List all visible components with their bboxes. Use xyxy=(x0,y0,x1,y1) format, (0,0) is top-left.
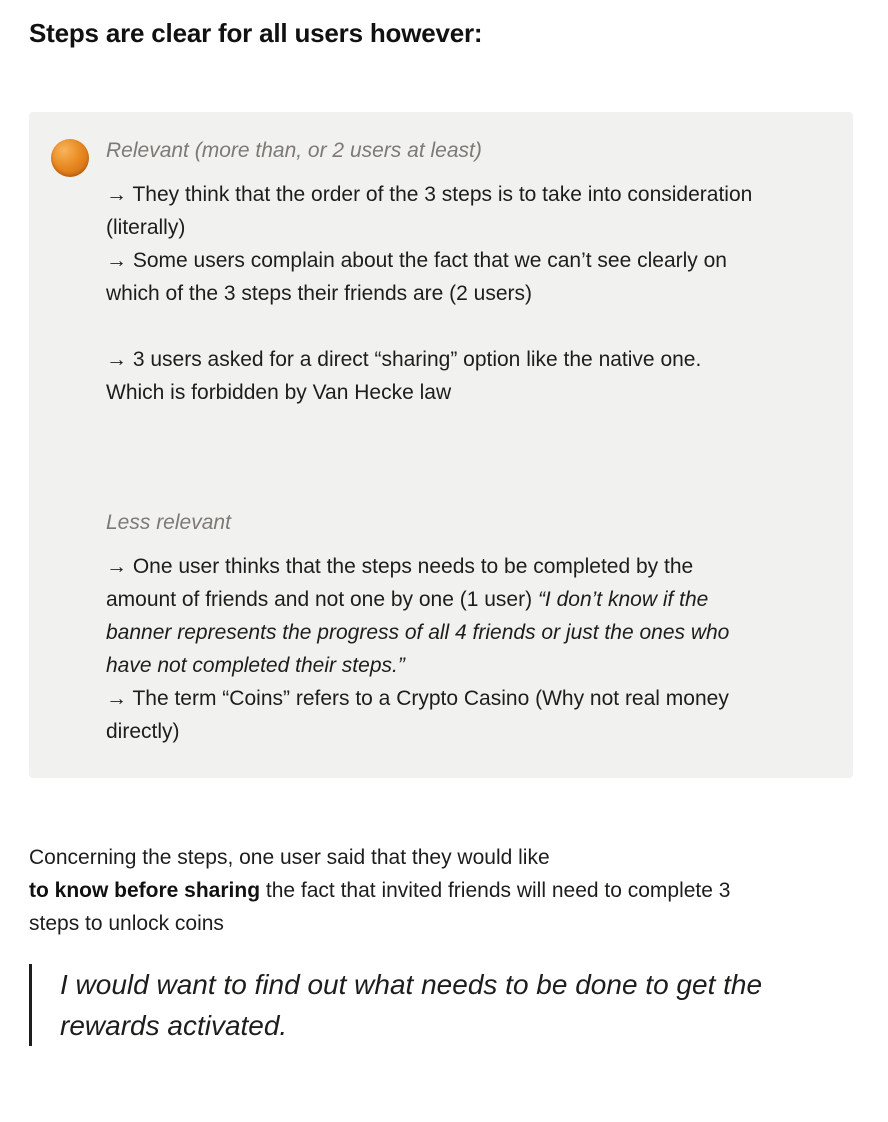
user-quote-block xyxy=(29,964,849,1046)
relevant-item-1-line-2: (literally) xyxy=(106,216,186,239)
relevant-item-2-line-2: which of the 3 steps their friends are (2 users) xyxy=(106,282,533,305)
relevant-item-1-line-1: → They think that the order of the 3 steps is to take into consideration xyxy=(106,183,753,206)
quote-line-2: rewards activated. xyxy=(60,1010,288,1041)
less-relevant-item-1-line-1: → One user thinks that the steps needs to be completed by the xyxy=(106,555,694,578)
quote-line-1: I would want to find out what needs to be done to get the xyxy=(60,969,763,1000)
paragraph-line-1: Concerning the steps, one user said that they would like xyxy=(29,846,550,869)
spacer xyxy=(106,310,836,343)
less-relevant-item-1-plain-text: amount of friends and not one by one (1 user) xyxy=(106,588,538,611)
relevant-item-3-line-1: → 3 users asked for a direct “sharing” option like the native one. xyxy=(106,348,702,371)
orange-circle-icon xyxy=(51,139,89,177)
less-relevant-item-2-line-2: directly) xyxy=(106,720,180,743)
user-quote-line-2: banner represents the progress of all 4 friends or just the ones who xyxy=(106,621,730,644)
section-heading: Steps are clear for all users however: xyxy=(29,18,483,48)
paragraph-line-2 xyxy=(29,874,829,907)
callout-box xyxy=(29,112,853,778)
relevant-title: Relevant (more than, or 2 users at least) xyxy=(106,139,482,162)
paragraph-bold-text: to know before sharing xyxy=(29,879,261,902)
paragraph-line-3: steps to unlock coins xyxy=(29,912,224,935)
callout-body xyxy=(106,136,836,748)
less-relevant-item-2-line-1: → The term “Coins” refers to a Crypto Casino (Why not real money xyxy=(106,687,729,710)
relevant-item-3-line-2: Which is forbidden by Van Hecke law xyxy=(106,381,452,404)
paragraph-line-2-rest: the fact that invited friends will need to complete 3 xyxy=(260,879,731,902)
spacer xyxy=(106,409,836,508)
relevant-item-2-line-1: → Some users complain about the fact that we can’t see clearly on xyxy=(106,249,727,272)
less-relevant-title: Less relevant xyxy=(106,511,231,534)
user-quote-start: “I don’t know if the xyxy=(537,588,709,611)
less-relevant-item-1-line-2 xyxy=(106,583,836,616)
steps-paragraph xyxy=(29,841,829,940)
user-quote-line-3: have not completed their steps.” xyxy=(106,654,405,677)
